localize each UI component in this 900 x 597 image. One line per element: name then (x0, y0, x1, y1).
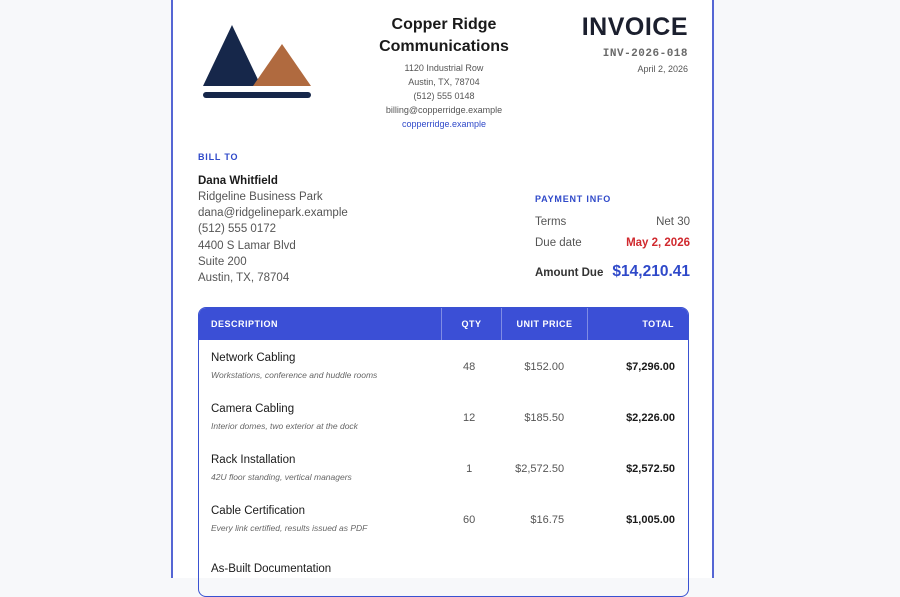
company-email: billing@copperridge.example (385, 105, 503, 115)
company-name: Copper Ridge Communications (379, 16, 509, 55)
header-unit-price: UNIT PRICE (501, 308, 587, 340)
item-qty: 60 (463, 513, 476, 526)
bill-to-email: dana@ridgelinepark.example (198, 207, 348, 220)
amount-due-row (535, 263, 690, 281)
item-total: $7,296.00 (626, 360, 675, 373)
table-body (199, 340, 688, 596)
item-qty: 48 (463, 360, 476, 373)
row-description (199, 351, 441, 382)
company-logo (201, 24, 313, 102)
table-row (199, 341, 688, 392)
item-unit-price: $16.75 (530, 513, 565, 526)
logo-navy-peak (203, 25, 261, 86)
company-phone: (512) 555 0148 (413, 91, 475, 101)
company-info (359, 14, 529, 131)
line-items-table (198, 307, 689, 597)
item-unit-price: $152.00 (524, 360, 565, 373)
bill-to-street: 4400 S Lamar Blvd (198, 239, 296, 252)
company-address-line2: Austin, TX, 78704 (408, 77, 480, 87)
item-title: Network Cabling (211, 352, 296, 364)
logo-copper-peak (253, 44, 311, 86)
bill-to-suite: Suite 200 (198, 255, 247, 268)
item-title: Camera Cabling (211, 403, 295, 415)
item-title: As-Built Documentation (211, 563, 332, 575)
table-row (199, 494, 688, 545)
row-description (199, 562, 441, 579)
bill-to-company: Ridgeline Business Park (198, 191, 323, 203)
table-header (199, 308, 688, 340)
header-qty: QTY (441, 308, 501, 340)
due-date-value: May 2, 2026 (626, 237, 690, 249)
invoice-page (171, 0, 714, 578)
item-title: Cable Certification (211, 505, 305, 517)
item-note: Interior domes, two exterior at the dock (211, 421, 358, 431)
header-total: TOTAL (587, 308, 687, 340)
company-address-line1: 1120 Industrial Row (404, 63, 484, 73)
table-row (199, 392, 688, 443)
item-total: $1,005.00 (626, 513, 675, 526)
item-note: Workstations, conference and huddle rooms (211, 370, 378, 380)
logo-base-bar (203, 92, 311, 98)
payment-info-label: PAYMENT INFO (535, 194, 612, 204)
item-unit-price: $2,572.50 (515, 462, 565, 475)
item-note: 42U floor standing, vertical managers (211, 472, 352, 482)
invoice-date: April 2, 2026 (637, 64, 688, 74)
item-title: Rack Installation (211, 454, 296, 466)
terms-row (535, 214, 690, 230)
row-description (199, 453, 441, 484)
due-date-row (535, 235, 690, 251)
item-qty: 1 (466, 462, 473, 475)
bill-to-phone: (512) 555 0172 (198, 223, 277, 236)
invoice-header (582, 12, 688, 74)
terms-value: Net 30 (656, 216, 690, 228)
bill-to-section (198, 152, 458, 286)
payment-info-section (535, 194, 690, 281)
terms-label: Terms (535, 216, 567, 228)
row-description (199, 504, 441, 535)
invoice-title: INVOICE (581, 13, 688, 41)
header-description: DESCRIPTION (211, 319, 279, 329)
item-qty: 12 (463, 411, 476, 424)
bill-to-label: BILL TO (198, 152, 239, 162)
bill-to-city: Austin, TX, 78704 (198, 272, 290, 285)
amount-due-value: $14,210.41 (612, 263, 690, 280)
item-total: $2,572.50 (626, 462, 675, 475)
table-row (199, 443, 688, 494)
item-note: Every link certified, results issued as PDF (211, 523, 368, 533)
company-website-link[interactable]: copperridge.example (401, 119, 487, 129)
item-total: $2,226.00 (626, 411, 675, 424)
invoice-number: INV-2026-018 (602, 48, 688, 60)
bill-to-name: Dana Whitfield (198, 175, 278, 187)
due-date-label: Due date (535, 237, 582, 249)
row-description (199, 402, 441, 433)
item-unit-price: $185.50 (524, 411, 565, 424)
amount-due-label: Amount Due (535, 267, 604, 279)
table-row (199, 545, 688, 596)
